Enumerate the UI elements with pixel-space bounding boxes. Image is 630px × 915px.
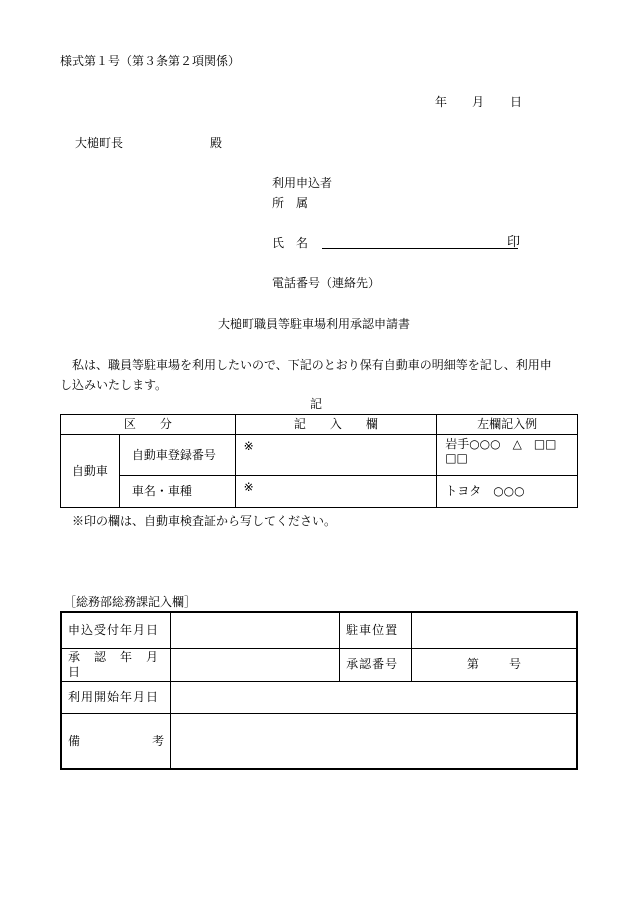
header-entry: 記 入 欄 bbox=[235, 415, 437, 435]
body-text-line2: し込みいたします。 bbox=[60, 378, 168, 392]
vehicle-group-label: 自動車 bbox=[61, 435, 120, 508]
seal-mark: 印 bbox=[507, 235, 521, 250]
header-example: 左欄記入例 bbox=[437, 415, 578, 435]
form-number: 様式第１号（第３条第２項関係） bbox=[60, 54, 241, 68]
applicant-heading: 利用申込者 bbox=[272, 176, 333, 190]
registration-number-example bbox=[437, 435, 578, 476]
office-use-table bbox=[60, 611, 578, 770]
remarks-label-right: 考 bbox=[152, 733, 165, 748]
table-note: ※印の欄は、自動車検査証から写してください。 bbox=[72, 514, 337, 528]
office-section-heading: ［総務部総務課記入欄］ bbox=[64, 595, 197, 609]
ki-label: 記 bbox=[310, 397, 323, 411]
example-line: □□ bbox=[445, 451, 468, 466]
approval-number-suffix: 号 bbox=[508, 657, 521, 672]
required-mark: ※ bbox=[243, 439, 254, 453]
car-model-field[interactable] bbox=[235, 476, 437, 508]
date-day-label: 日 bbox=[510, 95, 523, 109]
car-model-example: トヨタ ○○○ bbox=[437, 476, 578, 508]
parking-position-field[interactable] bbox=[411, 612, 577, 648]
addressee-honorific: 殿 bbox=[210, 136, 223, 150]
required-mark: ※ bbox=[243, 480, 254, 494]
approval-date-label: 承 認 年 月 日 bbox=[61, 648, 171, 681]
addressee-name: 大槌町長 bbox=[75, 136, 124, 150]
registration-number-field[interactable] bbox=[235, 435, 437, 476]
approval-number-label: 承認番号 bbox=[340, 648, 412, 681]
received-date-field[interactable] bbox=[171, 612, 340, 648]
remarks-label-left: 備 bbox=[68, 733, 81, 748]
date-year-label: 年 bbox=[435, 95, 448, 109]
header-category: 区 分 bbox=[61, 415, 236, 435]
name-underline bbox=[322, 248, 518, 249]
body-text-line1: 私は、職員等駐車場を利用したいので、下記のとおり保有自動車の明細等を記し、利用申 bbox=[60, 358, 552, 372]
approval-date-field[interactable] bbox=[171, 648, 340, 681]
remarks-label bbox=[61, 713, 171, 769]
phone-label: 電話番号（連絡先） bbox=[272, 276, 381, 290]
car-model-label: 車名・車種 bbox=[119, 476, 235, 508]
start-date-label: 利用開始年月日 bbox=[61, 681, 171, 713]
name-label: 氏 名 bbox=[272, 236, 309, 250]
date-month-label: 月 bbox=[472, 95, 485, 109]
approval-number-field[interactable] bbox=[411, 648, 577, 681]
received-date-label: 申込受付年月日 bbox=[61, 612, 171, 648]
affiliation-label: 所 属 bbox=[272, 196, 309, 210]
parking-position-label: 駐車位置 bbox=[340, 612, 412, 648]
approval-number-prefix: 第 bbox=[466, 657, 479, 672]
remarks-field[interactable] bbox=[171, 713, 577, 769]
registration-number-label: 自動車登録番号 bbox=[119, 435, 235, 476]
vehicle-table bbox=[60, 414, 578, 508]
start-date-field[interactable] bbox=[171, 681, 577, 713]
document-title: 大槌町職員等駐車場利用承認申請書 bbox=[218, 317, 411, 331]
example-line: 岩手○○○ △ □□ bbox=[445, 437, 557, 451]
